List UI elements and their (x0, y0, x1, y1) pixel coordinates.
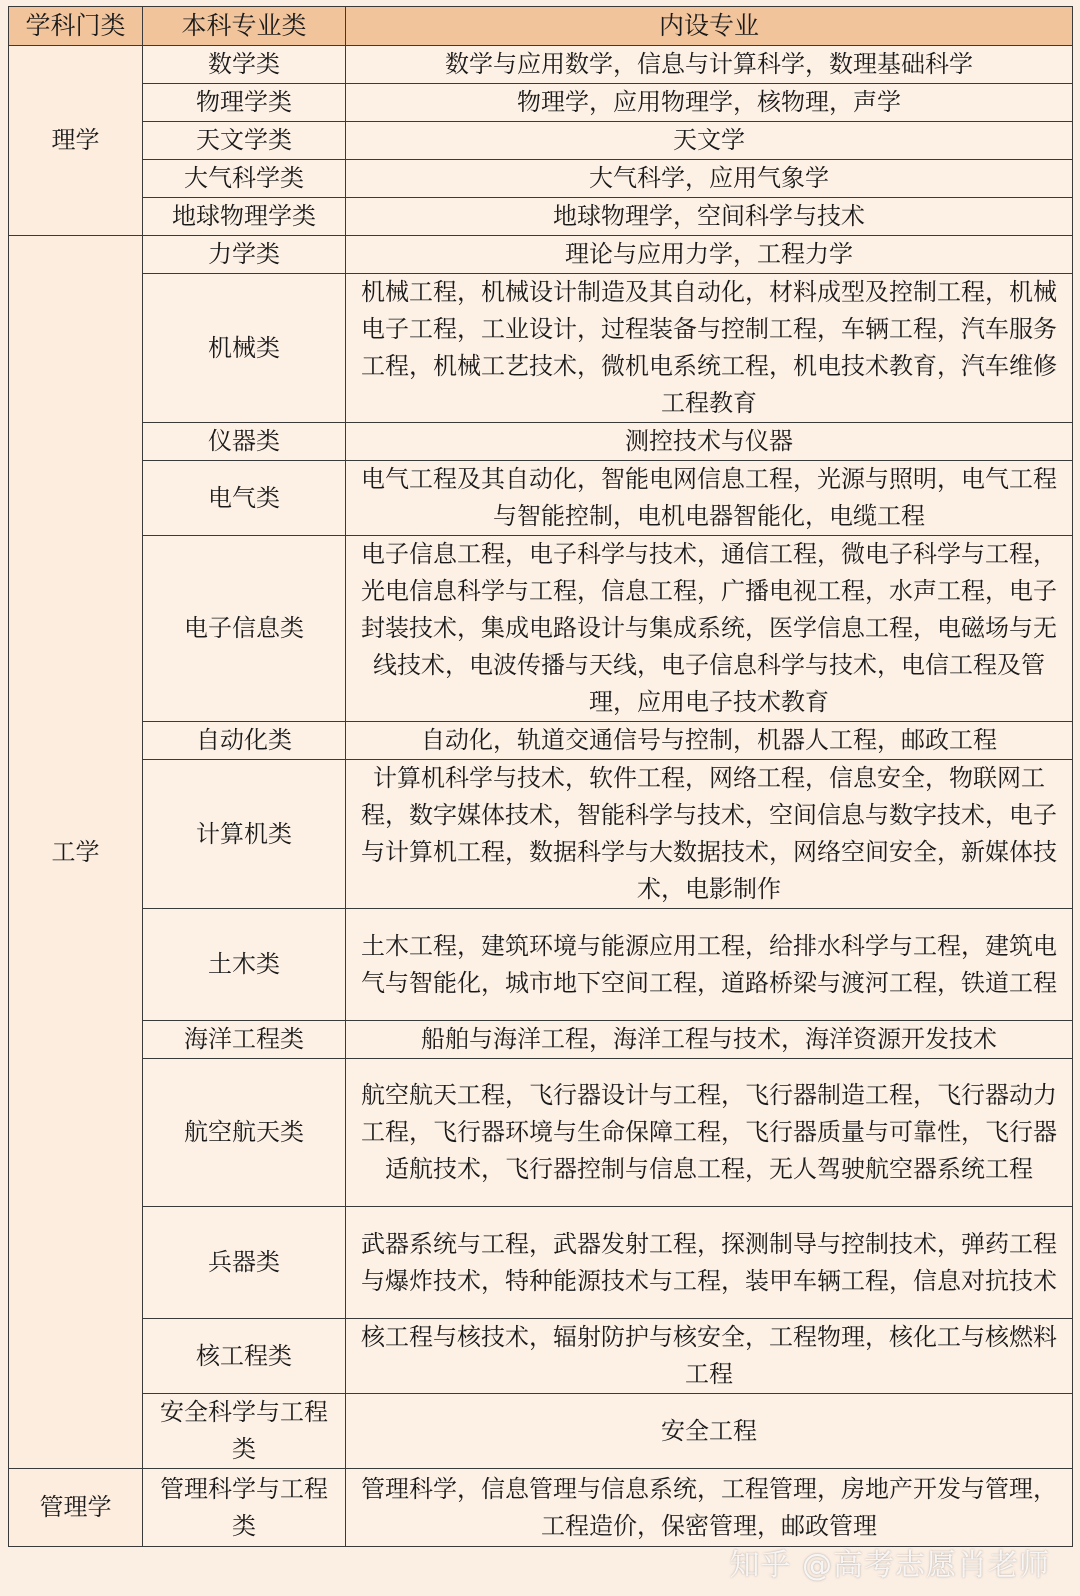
class-cell: 地球物理学类 (143, 198, 346, 236)
class-cell: 机械类 (143, 274, 346, 423)
majors-cell: 电子信息工程，电子科学与技术，通信工程，微电子科学与工程，光电信息科学与工程，信息工程，广播电视工程，水声工程，电子封装技术，集成电路设计与集成系统，医学信息工程，电磁场与无线技术，电波传播与天线，电子信息科学与技术，电信工程及管理，应用电子技术教育 (346, 536, 1073, 722)
class-cell: 物理学类 (143, 84, 346, 122)
table-row (9, 423, 1073, 461)
class-cell: 计算机类 (143, 760, 346, 909)
majors-cell: 物理学，应用物理学，核物理，声学 (346, 84, 1073, 122)
header-discipline: 学科门类 (9, 7, 143, 46)
discipline-cell: 理学 (9, 46, 143, 236)
majors-cell: 理论与应用力学，工程力学 (346, 236, 1073, 274)
majors-table (8, 6, 1073, 1547)
table-row (9, 274, 1073, 423)
table-row (9, 1021, 1073, 1059)
class-cell: 大气科学类 (143, 160, 346, 198)
table-row (9, 1319, 1073, 1394)
class-cell: 数学类 (143, 46, 346, 84)
majors-cell: 管理科学，信息管理与信息系统，工程管理，房地产开发与管理，工程造价，保密管理，邮政管理 (346, 1469, 1073, 1547)
majors-cell: 航空航天工程，飞行器设计与工程，飞行器制造工程，飞行器动力工程，飞行器环境与生命保障工程，飞行器质量与可靠性，飞行器适航技术，飞行器控制与信息工程，无人驾驶航空器系统工程 (346, 1059, 1073, 1207)
class-cell: 电子信息类 (143, 536, 346, 722)
majors-cell: 电气工程及其自动化，智能电网信息工程，光源与照明，电气工程与智能控制，电机电器智能化，电缆工程 (346, 461, 1073, 536)
class-cell: 航空航天类 (143, 1059, 346, 1207)
majors-cell: 船舶与海洋工程，海洋工程与技术，海洋资源开发技术 (346, 1021, 1073, 1059)
table-body (9, 46, 1073, 1547)
table-row (9, 84, 1073, 122)
table-row (9, 160, 1073, 198)
class-cell: 仪器类 (143, 423, 346, 461)
class-cell: 核工程类 (143, 1319, 346, 1394)
table-row (9, 536, 1073, 722)
majors-cell: 大气科学，应用气象学 (346, 160, 1073, 198)
table-row (9, 909, 1073, 1021)
class-cell: 兵器类 (143, 1207, 346, 1319)
class-cell: 自动化类 (143, 722, 346, 760)
table-row (9, 198, 1073, 236)
majors-cell: 安全工程 (346, 1394, 1073, 1469)
watermark: 知乎 @高考志愿肖老师 (729, 1548, 1050, 1583)
table-row (9, 760, 1073, 909)
header-majors: 内设专业 (346, 7, 1073, 46)
header-class: 本科专业类 (143, 7, 346, 46)
majors-cell: 武器系统与工程，武器发射工程，探测制导与控制技术，弹药工程与爆炸技术，特种能源技术与工程，装甲车辆工程，信息对抗技术 (346, 1207, 1073, 1319)
table-row (9, 1059, 1073, 1207)
table-row (9, 461, 1073, 536)
majors-cell: 土木工程，建筑环境与能源应用工程，给排水科学与工程，建筑电气与智能化，城市地下空间工程，道路桥梁与渡河工程，铁道工程 (346, 909, 1073, 1021)
table-row (9, 1469, 1073, 1547)
table-row (9, 722, 1073, 760)
class-cell: 土木类 (143, 909, 346, 1021)
table-row (9, 1207, 1073, 1319)
majors-cell: 核工程与核技术，辐射防护与核安全，工程物理，核化工与核燃料工程 (346, 1319, 1073, 1394)
table-row (9, 122, 1073, 160)
majors-cell: 计算机科学与技术，软件工程，网络工程，信息安全，物联网工程，数字媒体技术，智能科学与技术，空间信息与数字技术，电子与计算机工程，数据科学与大数据技术，网络空间安全，新媒体技术，电影制作 (346, 760, 1073, 909)
majors-cell: 机械工程，机械设计制造及其自动化，材料成型及控制工程，机械电子工程，工业设计，过程装备与控制工程，车辆工程，汽车服务工程，机械工艺技术，微机电系统工程，机电技术教育，汽车维修工程教育 (346, 274, 1073, 423)
majors-cell: 测控技术与仪器 (346, 423, 1073, 461)
class-cell: 电气类 (143, 461, 346, 536)
majors-cell: 数学与应用数学，信息与计算科学，数理基础科学 (346, 46, 1073, 84)
majors-cell: 地球物理学，空间科学与技术 (346, 198, 1073, 236)
header-row (9, 7, 1073, 46)
majors-cell: 自动化，轨道交通信号与控制，机器人工程，邮政工程 (346, 722, 1073, 760)
table-row (9, 46, 1073, 84)
table-row (9, 236, 1073, 274)
class-cell: 海洋工程类 (143, 1021, 346, 1059)
table-row (9, 1394, 1073, 1469)
majors-cell: 天文学 (346, 122, 1073, 160)
discipline-cell: 管理学 (9, 1469, 143, 1547)
class-cell: 管理科学与工程类 (143, 1469, 346, 1547)
class-cell: 安全科学与工程类 (143, 1394, 346, 1469)
class-cell: 天文学类 (143, 122, 346, 160)
discipline-cell: 工学 (9, 236, 143, 1469)
class-cell: 力学类 (143, 236, 346, 274)
